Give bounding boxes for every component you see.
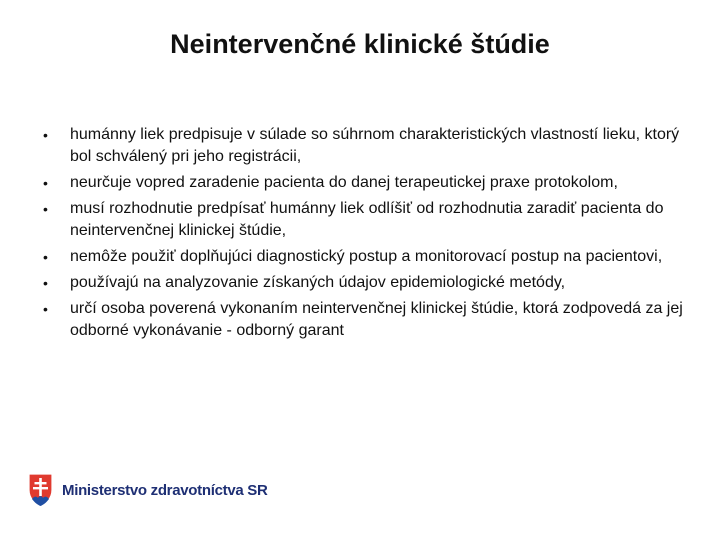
bullet-text: určí osoba poverená vykonaním neintervenčnej klinickej štúdie, ktorá zodpovedá za jej odborné vykonávanie - odborný garant — [70, 300, 683, 339]
ministry-name: Ministerstvo zdravotníctva SR — [62, 482, 268, 499]
bullet-list — [43, 124, 703, 346]
bullet-item — [43, 198, 703, 242]
bullet-dot: • — [43, 127, 48, 143]
bullet-text: neurčuje vopred zaradenie pacienta do danej terapeutickej praxe protokolom, — [70, 174, 618, 191]
bullet-text: používajú na analyzovanie získaných údajov epidemiologické metódy, — [70, 274, 566, 291]
slovak-coat-of-arms-icon — [28, 473, 53, 507]
bullet-item — [43, 124, 703, 168]
bullet-dot: • — [43, 275, 48, 291]
bullet-dot: • — [43, 249, 48, 265]
ministry-logo — [28, 472, 268, 510]
bullet-text: musí rozhodnutie predpísať humánny liek odlíšiť od rozhodnutia zaradiť pacienta do neintervenčnej klinickej štúdie, — [70, 200, 664, 239]
bullet-item — [43, 272, 703, 294]
bullet-item — [43, 172, 703, 194]
bullet-dot: • — [43, 301, 48, 317]
bullet-dot: • — [43, 201, 48, 217]
bullet-item — [43, 298, 703, 342]
bullet-dot: • — [43, 175, 48, 191]
bullet-text: nemôže použiť doplňujúci diagnostický postup a monitorovací postup na pacientovi, — [70, 248, 663, 265]
slide-title: Neintervenčné klinické štúdie — [170, 29, 550, 59]
bullet-item — [43, 246, 703, 268]
bullet-text: humánny liek predpisuje v súlade so súhrnom charakteristických vlastností lieku, ktorý bol schválený pri jeho registrácii, — [70, 126, 680, 165]
